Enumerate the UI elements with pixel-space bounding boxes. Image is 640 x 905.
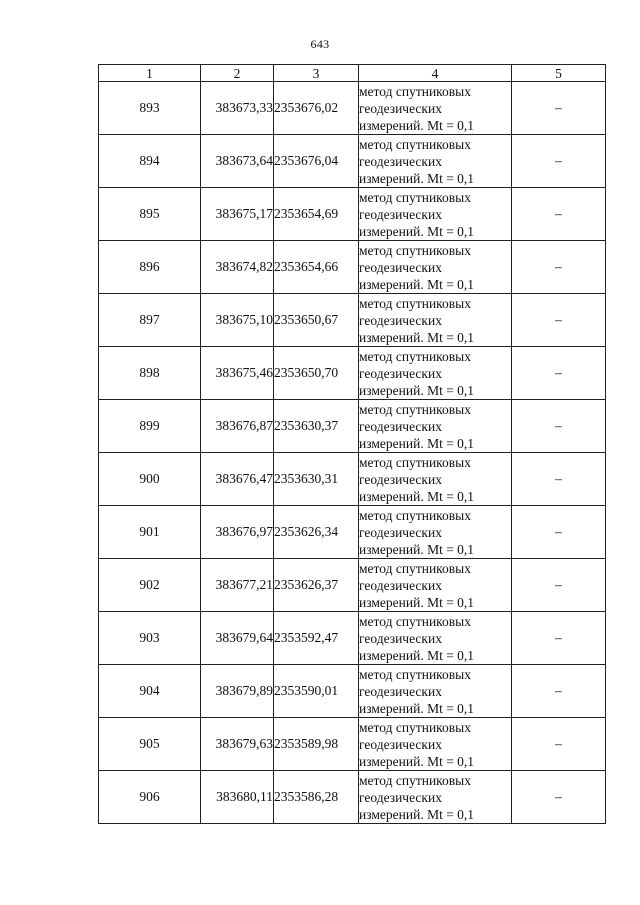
column-header-4: 4	[359, 65, 512, 82]
method-line: измерений. Mt = 0,1	[359, 541, 475, 557]
coordinates-table	[98, 64, 606, 824]
column-5-cell: –	[512, 718, 606, 771]
y-coordinate-cell: 2353676,04	[274, 135, 359, 188]
column-5-cell: –	[512, 506, 606, 559]
method-line: геодезических	[359, 577, 442, 593]
point-number-cell: 905	[99, 718, 201, 771]
method-cell	[359, 506, 512, 559]
column-header-2: 2	[201, 65, 274, 82]
column-5-cell: –	[512, 294, 606, 347]
page-number: 643	[310, 37, 330, 51]
method-cell	[359, 453, 512, 506]
method-line: метод спутниковых	[359, 772, 471, 788]
method-line: метод спутниковых	[359, 719, 471, 735]
x-coordinate-cell: 383679,64	[201, 612, 274, 665]
method-line: измерений. Mt = 0,1	[359, 382, 475, 398]
method-line: измерений. Mt = 0,1	[359, 329, 475, 345]
column-5-cell: –	[512, 612, 606, 665]
point-number-cell: 894	[99, 135, 201, 188]
column-5-cell: –	[512, 82, 606, 135]
point-number-cell: 902	[99, 559, 201, 612]
y-coordinate-cell: 2353650,70	[274, 347, 359, 400]
table-row	[99, 665, 606, 718]
column-5-cell: –	[512, 453, 606, 506]
column-header-1: 1	[99, 65, 201, 82]
x-coordinate-cell: 383679,63	[201, 718, 274, 771]
table-row	[99, 188, 606, 241]
column-5-cell: –	[512, 188, 606, 241]
point-number-cell: 900	[99, 453, 201, 506]
y-coordinate-cell: 2353654,66	[274, 241, 359, 294]
method-line: метод спутниковых	[359, 242, 471, 258]
method-line: геодезических	[359, 789, 442, 805]
method-line: измерений. Mt = 0,1	[359, 647, 475, 663]
x-coordinate-cell: 383673,33	[201, 82, 274, 135]
method-line: геодезических	[359, 418, 442, 434]
y-coordinate-cell: 2353590,01	[274, 665, 359, 718]
x-coordinate-cell: 383676,97	[201, 506, 274, 559]
table-row	[99, 718, 606, 771]
method-line: измерений. Mt = 0,1	[359, 170, 475, 186]
method-cell	[359, 400, 512, 453]
table-row	[99, 506, 606, 559]
method-line: измерений. Mt = 0,1	[359, 276, 475, 292]
method-cell	[359, 188, 512, 241]
y-coordinate-cell: 2353589,98	[274, 718, 359, 771]
column-5-cell: –	[512, 771, 606, 824]
table-body	[99, 82, 606, 824]
point-number-cell: 906	[99, 771, 201, 824]
point-number-cell: 904	[99, 665, 201, 718]
x-coordinate-cell: 383675,17	[201, 188, 274, 241]
method-line: метод спутниковых	[359, 666, 471, 682]
method-line: геодезических	[359, 524, 442, 540]
table-row	[99, 294, 606, 347]
column-header-3: 3	[274, 65, 359, 82]
table-row	[99, 400, 606, 453]
method-cell	[359, 294, 512, 347]
method-line: геодезических	[359, 206, 442, 222]
x-coordinate-cell: 383677,21	[201, 559, 274, 612]
method-line: измерений. Mt = 0,1	[359, 753, 475, 769]
method-line: метод спутниковых	[359, 189, 471, 205]
method-line: метод спутниковых	[359, 401, 471, 417]
y-coordinate-cell: 2353654,69	[274, 188, 359, 241]
method-line: геодезических	[359, 153, 442, 169]
method-line: измерений. Mt = 0,1	[359, 806, 475, 822]
method-line: геодезических	[359, 312, 442, 328]
column-5-cell: –	[512, 347, 606, 400]
method-line: измерений. Mt = 0,1	[359, 223, 475, 239]
method-line: геодезических	[359, 630, 442, 646]
method-line: метод спутниковых	[359, 454, 471, 470]
point-number-cell: 896	[99, 241, 201, 294]
point-number-cell: 898	[99, 347, 201, 400]
table-row	[99, 82, 606, 135]
method-cell	[359, 718, 512, 771]
method-line: измерений. Mt = 0,1	[359, 700, 475, 716]
table-row	[99, 771, 606, 824]
x-coordinate-cell: 383674,82	[201, 241, 274, 294]
method-line: метод спутниковых	[359, 507, 471, 523]
method-line: геодезических	[359, 100, 442, 116]
method-line: геодезических	[359, 683, 442, 699]
method-line: метод спутниковых	[359, 560, 471, 576]
column-5-cell: –	[512, 665, 606, 718]
method-line: метод спутниковых	[359, 613, 471, 629]
method-line: измерений. Mt = 0,1	[359, 117, 475, 133]
x-coordinate-cell: 383676,87	[201, 400, 274, 453]
point-number-cell: 895	[99, 188, 201, 241]
y-coordinate-cell: 2353676,02	[274, 82, 359, 135]
table-row	[99, 347, 606, 400]
method-line: метод спутниковых	[359, 83, 471, 99]
method-line: метод спутниковых	[359, 136, 471, 152]
method-cell	[359, 347, 512, 400]
method-line: геодезических	[359, 365, 442, 381]
method-cell	[359, 771, 512, 824]
point-number-cell: 893	[99, 82, 201, 135]
method-cell	[359, 665, 512, 718]
x-coordinate-cell: 383676,47	[201, 453, 274, 506]
point-number-cell: 899	[99, 400, 201, 453]
method-line: измерений. Mt = 0,1	[359, 594, 475, 610]
y-coordinate-cell: 2353592,47	[274, 612, 359, 665]
x-coordinate-cell: 383680,11	[201, 771, 274, 824]
column-5-cell: –	[512, 135, 606, 188]
column-header-5: 5	[512, 65, 606, 82]
method-cell	[359, 241, 512, 294]
method-line: метод спутниковых	[359, 295, 471, 311]
method-line: геодезических	[359, 259, 442, 275]
y-coordinate-cell: 2353626,34	[274, 506, 359, 559]
table-row	[99, 612, 606, 665]
method-line: метод спутниковых	[359, 348, 471, 364]
method-cell	[359, 82, 512, 135]
table-row	[99, 241, 606, 294]
table-row	[99, 135, 606, 188]
column-5-cell: –	[512, 241, 606, 294]
x-coordinate-cell: 383679,89	[201, 665, 274, 718]
method-cell	[359, 612, 512, 665]
y-coordinate-cell: 2353630,37	[274, 400, 359, 453]
point-number-cell: 901	[99, 506, 201, 559]
table-row	[99, 453, 606, 506]
method-cell	[359, 559, 512, 612]
x-coordinate-cell: 383675,10	[201, 294, 274, 347]
y-coordinate-cell: 2353586,28	[274, 771, 359, 824]
x-coordinate-cell: 383673,64	[201, 135, 274, 188]
table-row	[99, 559, 606, 612]
y-coordinate-cell: 2353650,67	[274, 294, 359, 347]
point-number-cell: 897	[99, 294, 201, 347]
method-line: измерений. Mt = 0,1	[359, 435, 475, 451]
y-coordinate-cell: 2353626,37	[274, 559, 359, 612]
method-line: геодезических	[359, 736, 442, 752]
y-coordinate-cell: 2353630,31	[274, 453, 359, 506]
column-5-cell: –	[512, 559, 606, 612]
method-line: измерений. Mt = 0,1	[359, 488, 475, 504]
point-number-cell: 903	[99, 612, 201, 665]
method-line: геодезических	[359, 471, 442, 487]
column-5-cell: –	[512, 400, 606, 453]
table-header-row	[99, 65, 606, 82]
method-cell	[359, 135, 512, 188]
x-coordinate-cell: 383675,46	[201, 347, 274, 400]
